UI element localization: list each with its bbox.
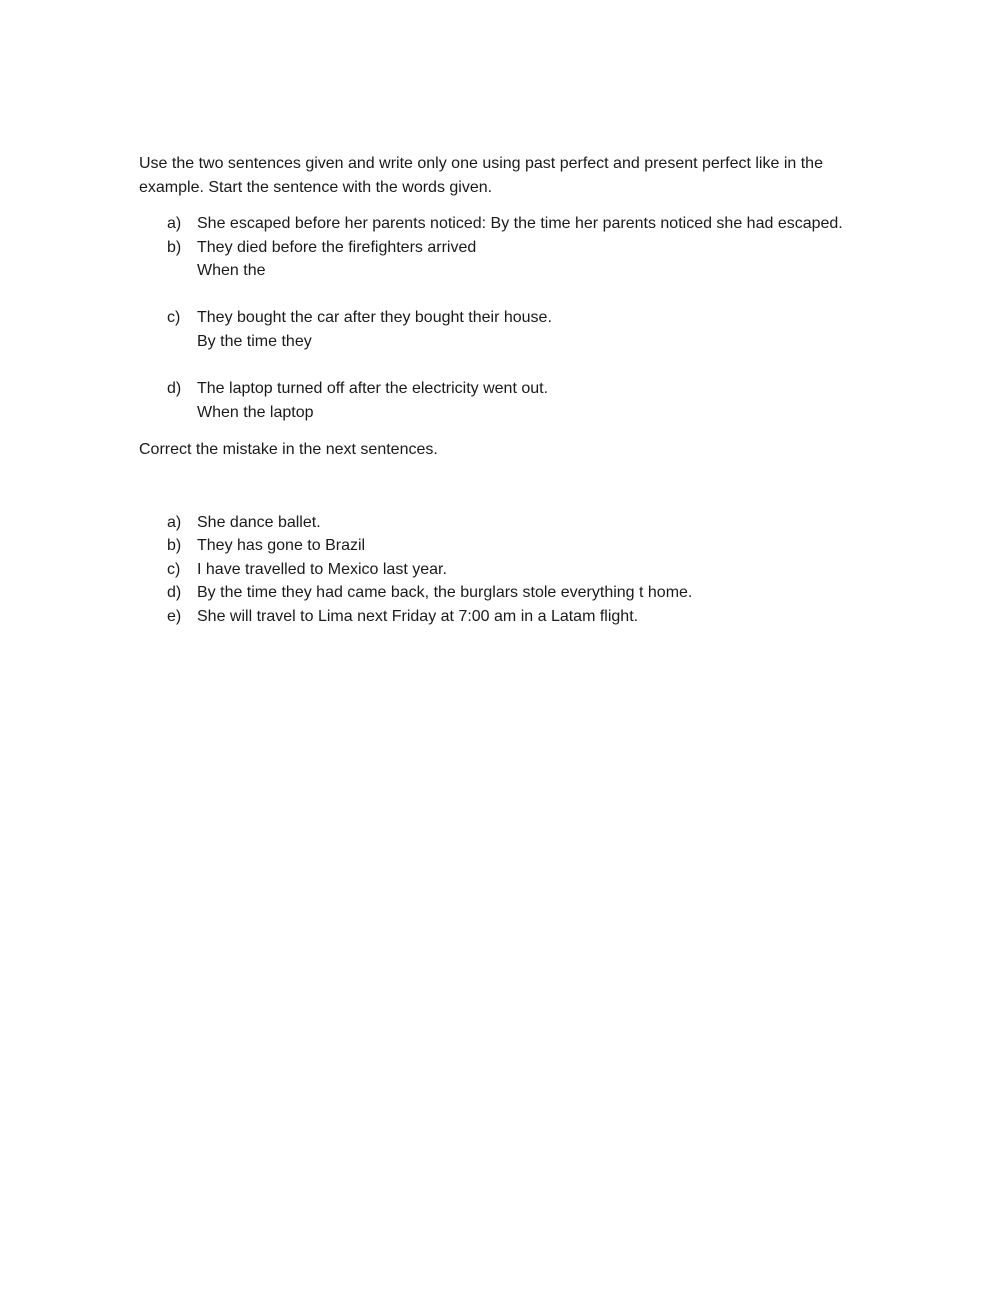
item-text: The laptop turned off after the electricity went out. <box>197 380 549 397</box>
item-marker: c) <box>167 561 181 578</box>
item-text: They has gone to Brazil <box>197 537 366 554</box>
section2-item-e <box>167 605 887 629</box>
section1-item-b <box>167 236 887 260</box>
item-marker: d) <box>167 380 182 397</box>
section1-item-b-starter: When the <box>197 262 266 279</box>
section2-item-d <box>167 581 887 605</box>
item-marker: a) <box>167 215 182 232</box>
item-text: She escaped before her parents noticed: By the time her parents noticed she had escaped. <box>197 215 843 232</box>
section1-instruction: Use the two sentences given and write only one using past perfect and present perfect like in the example. Start the sentence with the words given. <box>139 155 823 196</box>
section2-item-b <box>167 534 887 558</box>
section1-item-c-starter: By the time they <box>197 333 312 350</box>
section1-item-a <box>167 212 887 236</box>
item-text: She will travel to Lima next Friday at 7:00 am in a Latam flight. <box>197 608 639 625</box>
section1-item-c <box>167 306 887 330</box>
section2-item-a <box>167 511 887 535</box>
item-marker: a) <box>167 514 182 531</box>
item-text: I have travelled to Mexico last year. <box>197 561 447 578</box>
item-text: They bought the car after they bought their house. <box>197 309 552 326</box>
section2-instruction: Correct the mistake in the next sentences. <box>139 441 438 458</box>
item-text: By the time they had came back, the burglars stole everything t home. <box>197 584 693 601</box>
item-text: She dance ballet. <box>197 514 321 531</box>
section1-item-d-starter: When the laptop <box>197 404 314 421</box>
item-marker: e) <box>167 608 182 625</box>
section2-item-c <box>167 558 887 582</box>
item-marker: b) <box>167 239 182 256</box>
item-marker: d) <box>167 584 182 601</box>
item-marker: b) <box>167 537 182 554</box>
item-marker: c) <box>167 309 181 326</box>
item-text: They died before the firefighters arrived <box>197 239 477 256</box>
section1-item-d <box>167 377 887 401</box>
